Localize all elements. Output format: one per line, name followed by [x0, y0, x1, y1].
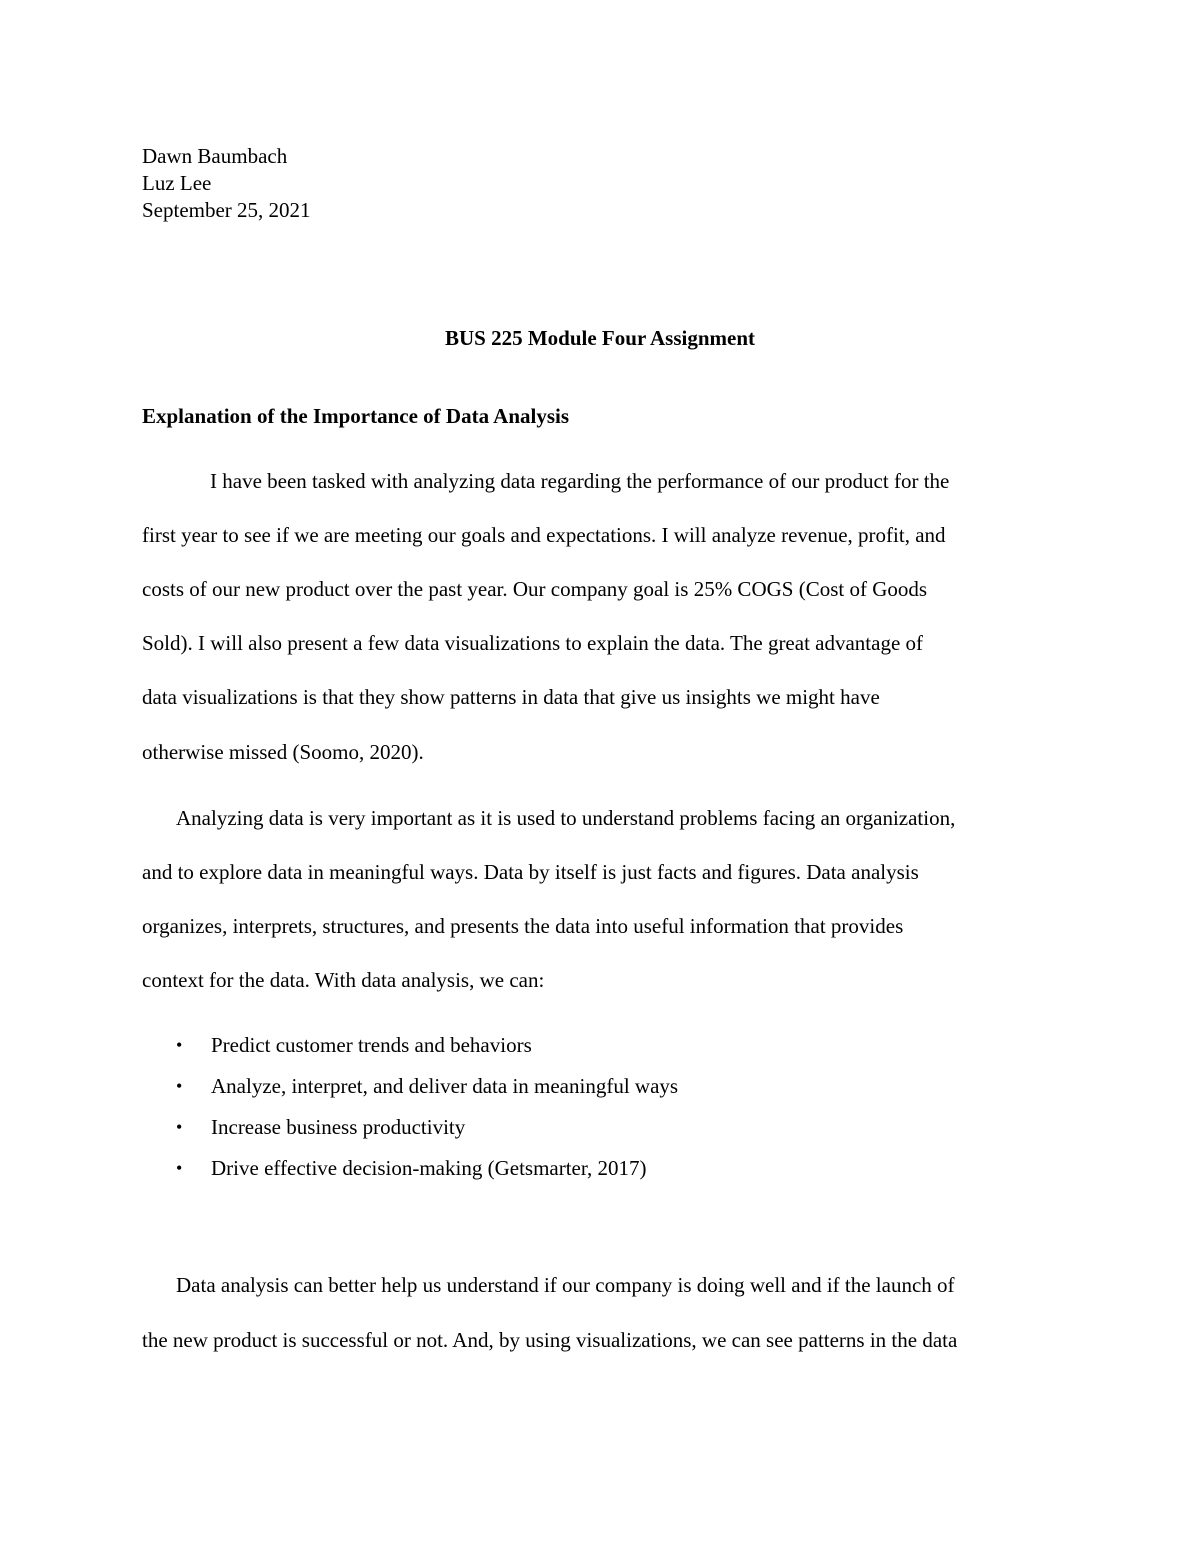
document-date: September 25, 2021	[142, 198, 311, 222]
paragraph-2-line: context for the data. With data analysis, we can:	[142, 968, 545, 992]
paragraph-1-line: Sold). I will also present a few data visualizations to explain the data. The great advantage of	[142, 631, 924, 655]
paragraph-1-line: I have been tasked with analyzing data regarding the performance of our product for the	[210, 469, 950, 493]
paragraph-1-line: first year to see if we are meeting our goals and expectations. I will analyze revenue, profit, and	[142, 523, 946, 547]
bullet-marker: •	[176, 1035, 183, 1055]
author-name: Dawn Baumbach	[142, 144, 288, 168]
paragraph-2-line: organizes, interprets, structures, and presents the data into useful information that provides	[142, 914, 904, 938]
paragraph-1-line: data visualizations is that they show patterns in data that give us insights we might have	[142, 685, 880, 709]
bullet-marker: •	[176, 1158, 183, 1178]
bullet-marker: •	[176, 1117, 183, 1137]
instructor-name: Luz Lee	[142, 171, 212, 195]
paragraph-1-line: costs of our new product over the past year. Our company goal is 25% COGS (Cost of Goods	[142, 577, 928, 601]
paragraph-3-line: Data analysis can better help us understand if our company is doing well and if the launch of	[176, 1273, 955, 1297]
bullet-text: Analyze, interpret, and deliver data in meaningful ways	[211, 1074, 679, 1098]
section-heading: Explanation of the Importance of Data Analysis	[142, 404, 570, 428]
paragraph-2-line: and to explore data in meaningful ways. Data by itself is just facts and figures. Data analysis	[142, 860, 919, 884]
paragraph-3-line: the new product is successful or not. And, by using visualizations, we can see patterns in the data	[142, 1328, 958, 1352]
paragraph-2-line: Analyzing data is very important as it is used to understand problems facing an organization,	[176, 806, 956, 830]
paragraph-1-line: otherwise missed (Soomo, 2020).	[142, 740, 424, 764]
bullet-text: Increase business productivity	[211, 1115, 466, 1139]
bullet-text: Drive effective decision-making (Getsmarter, 2017)	[211, 1156, 647, 1180]
bullet-marker: •	[176, 1076, 183, 1096]
document-title: BUS 225 Module Four Assignment	[445, 326, 755, 350]
bullet-text: Predict customer trends and behaviors	[211, 1033, 532, 1057]
